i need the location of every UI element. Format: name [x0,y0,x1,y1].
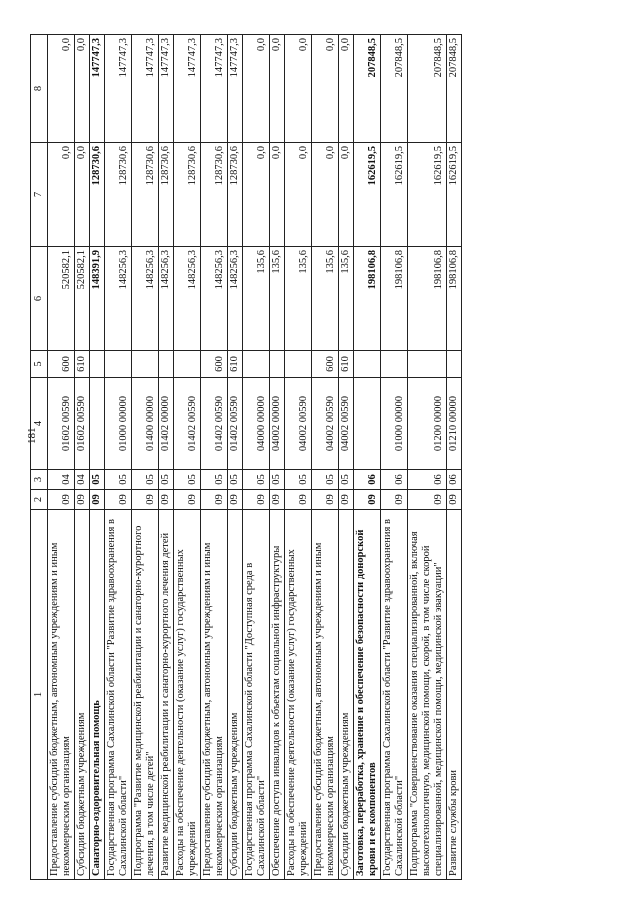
row-amount-col8-cell: 147747,3 [159,35,174,143]
row-expense-type-cell [90,351,105,378]
row-amount-col8-cell: 147747,3 [201,35,228,143]
row-expense-type-cell [354,351,381,378]
row-expense-type-cell: 600 [48,351,75,378]
row-name-cell: Субсидии бюджетным учреждениям [339,510,354,880]
row-section-cell: 09 [354,490,381,510]
row-section-cell: 09 [48,490,75,510]
row-amount-col8-cell: 147747,3 [132,35,159,143]
header-col-8: 8 [31,35,48,143]
row-expense-type-cell [408,351,447,378]
row-subsection-cell: 05 [90,470,105,490]
row-amount-col6-cell: 148391,9 [90,247,105,351]
row-subsection-cell: 05 [312,470,339,490]
row-target-article-cell: 01400 00000 [132,378,159,470]
row-name-cell: Государственная программа Сахалинской области "Развитие здравоохранения в Сахалинской области" [381,510,408,880]
table-row [354,35,381,880]
table-row [447,35,462,880]
row-name-cell: Государственная программа Сахалинской области "Доступная среда в Сахалинской области" [243,510,270,880]
row-target-article-cell: 01000 00000 [105,378,132,470]
row-amount-col7-cell: 162619,5 [447,143,462,247]
row-subsection-cell: 06 [408,470,447,490]
row-target-article-cell: 01402 00590 [201,378,228,470]
row-name-cell: Обеспечение доступа инвалидов к объектам социальной инфраструктуры [270,510,285,880]
row-amount-col6-cell: 520582,1 [48,247,75,351]
header-col-7: 7 [31,143,48,247]
row-subsection-cell: 05 [243,470,270,490]
row-amount-col8-cell: 207848,5 [447,35,462,143]
row-amount-col7-cell: 128730,6 [105,143,132,247]
row-amount-col7-cell: 162619,5 [408,143,447,247]
table-row [90,35,105,880]
table-row [105,35,132,880]
row-amount-col6-cell: 135,6 [270,247,285,351]
row-name-cell: Развитие службы крови [447,510,462,880]
row-amount-col7-cell: 0,0 [312,143,339,247]
row-name-cell: Санаторно-оздоровительная помощь [90,510,105,880]
table-row [174,35,201,880]
row-amount-col7-cell: 0,0 [75,143,90,247]
table-row [381,35,408,880]
row-section-cell: 09 [447,490,462,510]
row-expense-type-cell [159,351,174,378]
row-section-cell: 09 [339,490,354,510]
budget-table-sheet [30,35,585,880]
row-section-cell: 09 [174,490,201,510]
row-amount-col8-cell: 147747,3 [174,35,201,143]
budget-table [30,34,462,880]
row-subsection-cell: 04 [48,470,75,490]
row-name-cell: Субсидии бюджетным учреждениям [75,510,90,880]
table-row [339,35,354,880]
row-expense-type-cell: 610 [339,351,354,378]
row-amount-col8-cell: 147747,3 [105,35,132,143]
row-expense-type-cell [132,351,159,378]
row-amount-col7-cell: 128730,6 [90,143,105,247]
row-amount-col8-cell: 147747,3 [90,35,105,143]
row-expense-type-cell [105,351,132,378]
row-amount-col6-cell: 148256,3 [228,247,243,351]
row-subsection-cell: 05 [270,470,285,490]
row-subsection-cell: 06 [447,470,462,490]
header-col-3: 3 [31,470,48,490]
row-target-article-cell [354,378,381,470]
table-row [75,35,90,880]
row-expense-type-cell: 600 [201,351,228,378]
row-expense-type-cell: 610 [228,351,243,378]
row-amount-col8-cell: 147747,3 [228,35,243,143]
row-name-cell: Государственная программа Сахалинской области "Развитие здравоохранения в Сахалинской области" [105,510,132,880]
row-name-cell: Предоставление субсидий бюджетным, автономным учреждениям и иным некоммерческим организациям [48,510,75,880]
row-section-cell: 09 [159,490,174,510]
row-subsection-cell: 04 [75,470,90,490]
table-row [228,35,243,880]
row-amount-col7-cell: 128730,6 [228,143,243,247]
header-col-2: 2 [31,490,48,510]
row-amount-col8-cell: 0,0 [339,35,354,143]
row-subsection-cell: 05 [159,470,174,490]
row-expense-type-cell [447,351,462,378]
row-section-cell: 09 [312,490,339,510]
row-name-cell: Подпрограмма "Совершенствование оказания специализированной, включая высокотехнологичную, медицинской помощи, скорой, в том числе скорой специализированной, медицинской помощи, медицинской эвакуации" [408,510,447,880]
row-expense-type-cell: 600 [312,351,339,378]
row-subsection-cell: 05 [201,470,228,490]
row-subsection-cell: 05 [105,470,132,490]
table-row [270,35,285,880]
row-section-cell: 09 [408,490,447,510]
row-amount-col7-cell: 162619,5 [354,143,381,247]
row-target-article-cell: 04000 00000 [243,378,270,470]
row-expense-type-cell [381,351,408,378]
row-subsection-cell: 05 [285,470,312,490]
row-name-cell: Развитие медицинской реабилитации и санаторно-курортного лечения детей [159,510,174,880]
row-amount-col7-cell: 0,0 [339,143,354,247]
row-target-article-cell: 01402 00590 [174,378,201,470]
row-amount-col6-cell: 148256,3 [174,247,201,351]
row-amount-col7-cell: 128730,6 [174,143,201,247]
header-col-4: 4 [31,378,48,470]
row-amount-col6-cell: 198106,8 [354,247,381,351]
row-amount-col6-cell: 520582,1 [75,247,90,351]
header-col-6: 6 [31,247,48,351]
header-row [31,35,48,880]
row-subsection-cell: 05 [174,470,201,490]
row-name-cell: Субсидии бюджетным учреждениям [228,510,243,880]
row-amount-col7-cell: 162619,5 [381,143,408,247]
row-section-cell: 09 [243,490,270,510]
row-amount-col7-cell: 128730,6 [159,143,174,247]
row-amount-col7-cell: 128730,6 [132,143,159,247]
row-target-article-cell: 01402 00000 [159,378,174,470]
table-row [201,35,228,880]
row-amount-col6-cell: 135,6 [243,247,270,351]
row-section-cell: 09 [228,490,243,510]
row-expense-type-cell [174,351,201,378]
row-subsection-cell: 06 [354,470,381,490]
header-col-5: 5 [31,351,48,378]
row-amount-col6-cell: 148256,3 [159,247,174,351]
row-subsection-cell: 05 [132,470,159,490]
table-row [312,35,339,880]
table-row [285,35,312,880]
row-amount-col7-cell: 0,0 [285,143,312,247]
row-target-article-cell: 04002 00590 [312,378,339,470]
row-amount-col6-cell: 148256,3 [201,247,228,351]
row-amount-col6-cell: 148256,3 [105,247,132,351]
table-row [48,35,75,880]
row-name-cell: Предоставление субсидий бюджетным, автономным учреждениям и иным некоммерческим организациям [201,510,228,880]
row-subsection-cell: 05 [228,470,243,490]
row-target-article-cell: 01402 00590 [228,378,243,470]
row-target-article-cell [90,378,105,470]
row-name-cell: Заготовка, переработка, хранение и обеспечение безопасности донорской крови и ее компонентов [354,510,381,880]
header-col-1: 1 [31,510,48,880]
row-amount-col7-cell: 0,0 [48,143,75,247]
row-amount-col8-cell: 0,0 [243,35,270,143]
row-target-article-cell: 04002 00590 [339,378,354,470]
row-expense-type-cell: 610 [75,351,90,378]
row-section-cell: 09 [75,490,90,510]
row-amount-col6-cell: 135,6 [339,247,354,351]
row-subsection-cell: 05 [339,470,354,490]
row-amount-col8-cell: 0,0 [270,35,285,143]
row-section-cell: 09 [90,490,105,510]
row-amount-col7-cell: 0,0 [270,143,285,247]
row-amount-col7-cell: 128730,6 [201,143,228,247]
table-row [132,35,159,880]
row-name-cell: Расходы на обеспечение деятельности (оказание услуг) государственных учреждений [285,510,312,880]
row-section-cell: 09 [381,490,408,510]
row-subsection-cell: 06 [381,470,408,490]
row-target-article-cell: 01210 00000 [447,378,462,470]
row-amount-col6-cell: 148256,3 [132,247,159,351]
table-row [243,35,270,880]
row-target-article-cell: 01200 00000 [408,378,447,470]
page-number: 181 [26,427,38,444]
row-target-article-cell: 04002 00000 [270,378,285,470]
row-amount-col8-cell: 207848,5 [381,35,408,143]
row-target-article-cell: 01602 00590 [48,378,75,470]
row-expense-type-cell [243,351,270,378]
row-section-cell: 09 [105,490,132,510]
row-amount-col6-cell: 135,6 [312,247,339,351]
row-name-cell: Расходы на обеспечение деятельности (оказание услуг) государственных учреждений [174,510,201,880]
row-amount-col6-cell: 198106,8 [381,247,408,351]
row-amount-col6-cell: 198106,8 [408,247,447,351]
row-amount-col7-cell: 0,0 [243,143,270,247]
row-amount-col8-cell: 207848,5 [408,35,447,143]
row-name-cell: Предоставление субсидий бюджетным, автономным учреждениям и иным некоммерческим организациям [312,510,339,880]
row-section-cell: 09 [285,490,312,510]
table-row [159,35,174,880]
row-target-article-cell: 04002 00590 [285,378,312,470]
row-amount-col6-cell: 198106,8 [447,247,462,351]
row-amount-col8-cell: 0,0 [48,35,75,143]
row-section-cell: 09 [132,490,159,510]
table-row [408,35,447,880]
row-name-cell: Подпрограмма "Развитие медицинской реабилитации и санаторно-курортного лечения, в том числе детей" [132,510,159,880]
row-expense-type-cell [270,351,285,378]
row-amount-col8-cell: 0,0 [75,35,90,143]
row-target-article-cell: 01000 00000 [381,378,408,470]
row-amount-col8-cell: 207848,5 [354,35,381,143]
row-target-article-cell: 01602 00590 [75,378,90,470]
row-amount-col8-cell: 0,0 [312,35,339,143]
row-expense-type-cell [285,351,312,378]
row-amount-col8-cell: 0,0 [285,35,312,143]
row-section-cell: 09 [270,490,285,510]
row-section-cell: 09 [201,490,228,510]
row-amount-col6-cell: 135,6 [285,247,312,351]
